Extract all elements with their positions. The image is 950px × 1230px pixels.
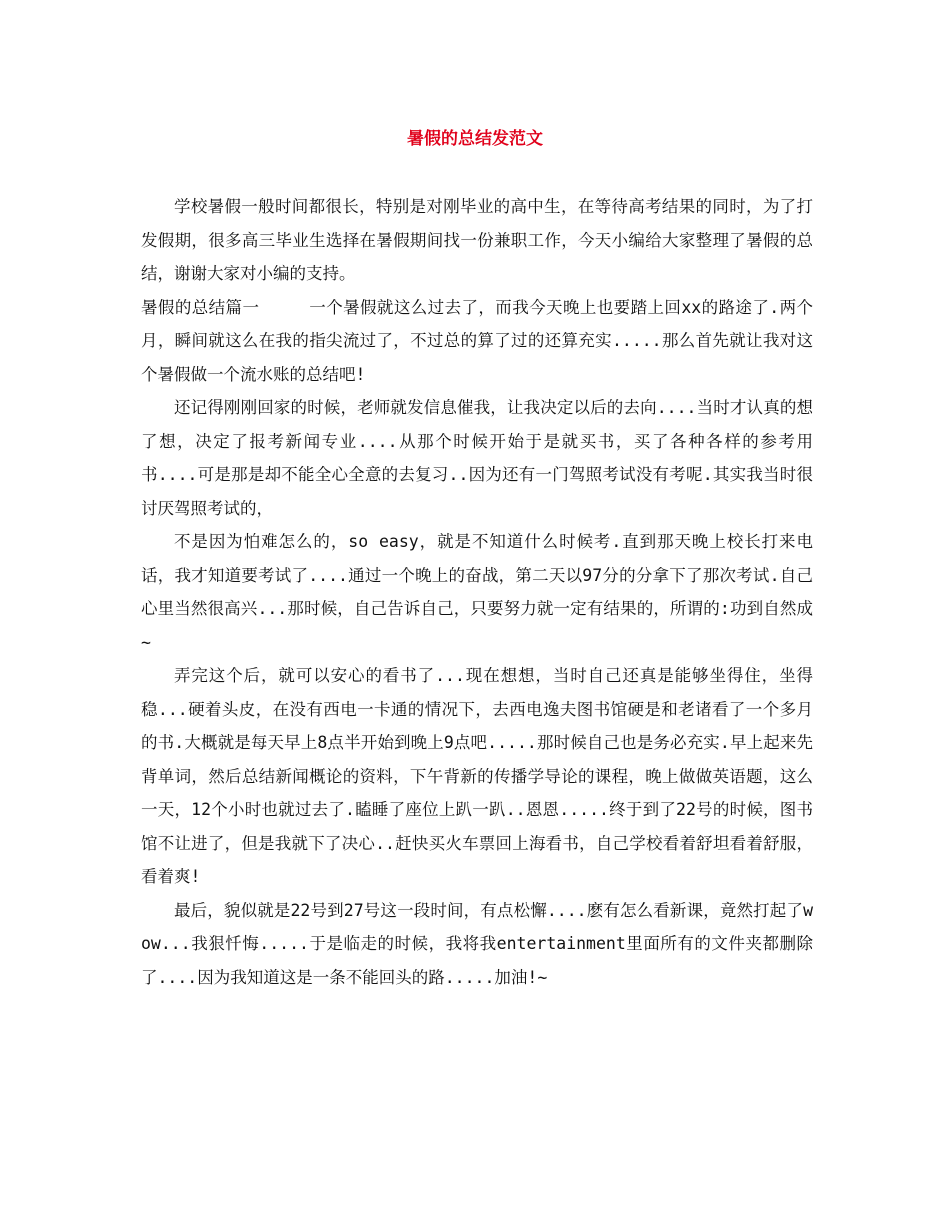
paragraph-4: 不是因为怕难怎么的，so easy，就是不知道什么时候考.直到那天晚上校长打来电话，我才知道要考试了....通过一个晚上的奋战，第二天以97分的分拿下了那次考试.自己心里当然很高兴...那时候，自己告诉自己，只要努力就一定有结果的，所谓的:功到自然成~ (141, 532, 813, 652)
paragraph-section-1 (141, 291, 813, 392)
document-body (141, 190, 813, 994)
section-heading: 暑假的总结篇一 (141, 297, 260, 317)
document-title: 暑假的总结发范文 (407, 129, 543, 149)
paragraph-6: 最后，貌似就是22号到27号这一段时间，有点松懈....麽有怎么看新课，竟然打起了wow...我狠忏悔.....于是临走的时候，我将我entertainment里面所有的文件夹都删除了....因为我知道这是一条不能回头的路.....加油!~ (141, 900, 813, 987)
paragraph-intro: 学校暑假一般时间都很长，特别是对刚毕业的高中生，在等待高考结果的同时，为了打发假期，很多高三毕业生选择在暑假期间找一份兼职工作，今天小编给大家整理了暑假的总结，谢谢大家对小编的支持。 (141, 197, 813, 283)
paragraph-3: 还记得刚刚回家的时候，老师就发信息催我，让我决定以后的去向....当时才认真的想了想，决定了报考新闻专业....从那个时候开始于是就买书，买了各种各样的参考用书....可是那是却不能全心全意的去复习..因为还有一门驾照考试没有考呢.其实我当时很讨厌驾照考试的， (141, 398, 813, 518)
paragraph-5: 弄完这个后，就可以安心的看书了...现在想想，当时自己还真是能够坐得住，坐得稳...硬着头皮，在没有西电一卡通的情况下，去西电逸夫图书馆硬是和老诸看了一个多月的书.大概就是每天早上8点半开始到晚上9点吧.....那时候自己也是务必充实.早上起来先背单词，然后总结新闻概论的资料，下午背新的传播学导论的课程，晚上做做英语题，这么一天，12个小时也就过去了.瞌睡了座位上趴一趴..恩恩.....终于到了22号的时候，图书馆不让进了，但是我就下了决心..赶快买火车票回上海看书，自己学校看着舒坦看着舒服，看着爽! (141, 666, 813, 886)
section-1-text: 一个暑假就这么过去了，而我今天晚上也要踏上回xx的路途了.两个月，瞬间就这么在我的指尖流过了，不过总的算了过的还算充实.....那么首先就让我对这个暑假做一个流水账的总结吧! (141, 297, 813, 384)
